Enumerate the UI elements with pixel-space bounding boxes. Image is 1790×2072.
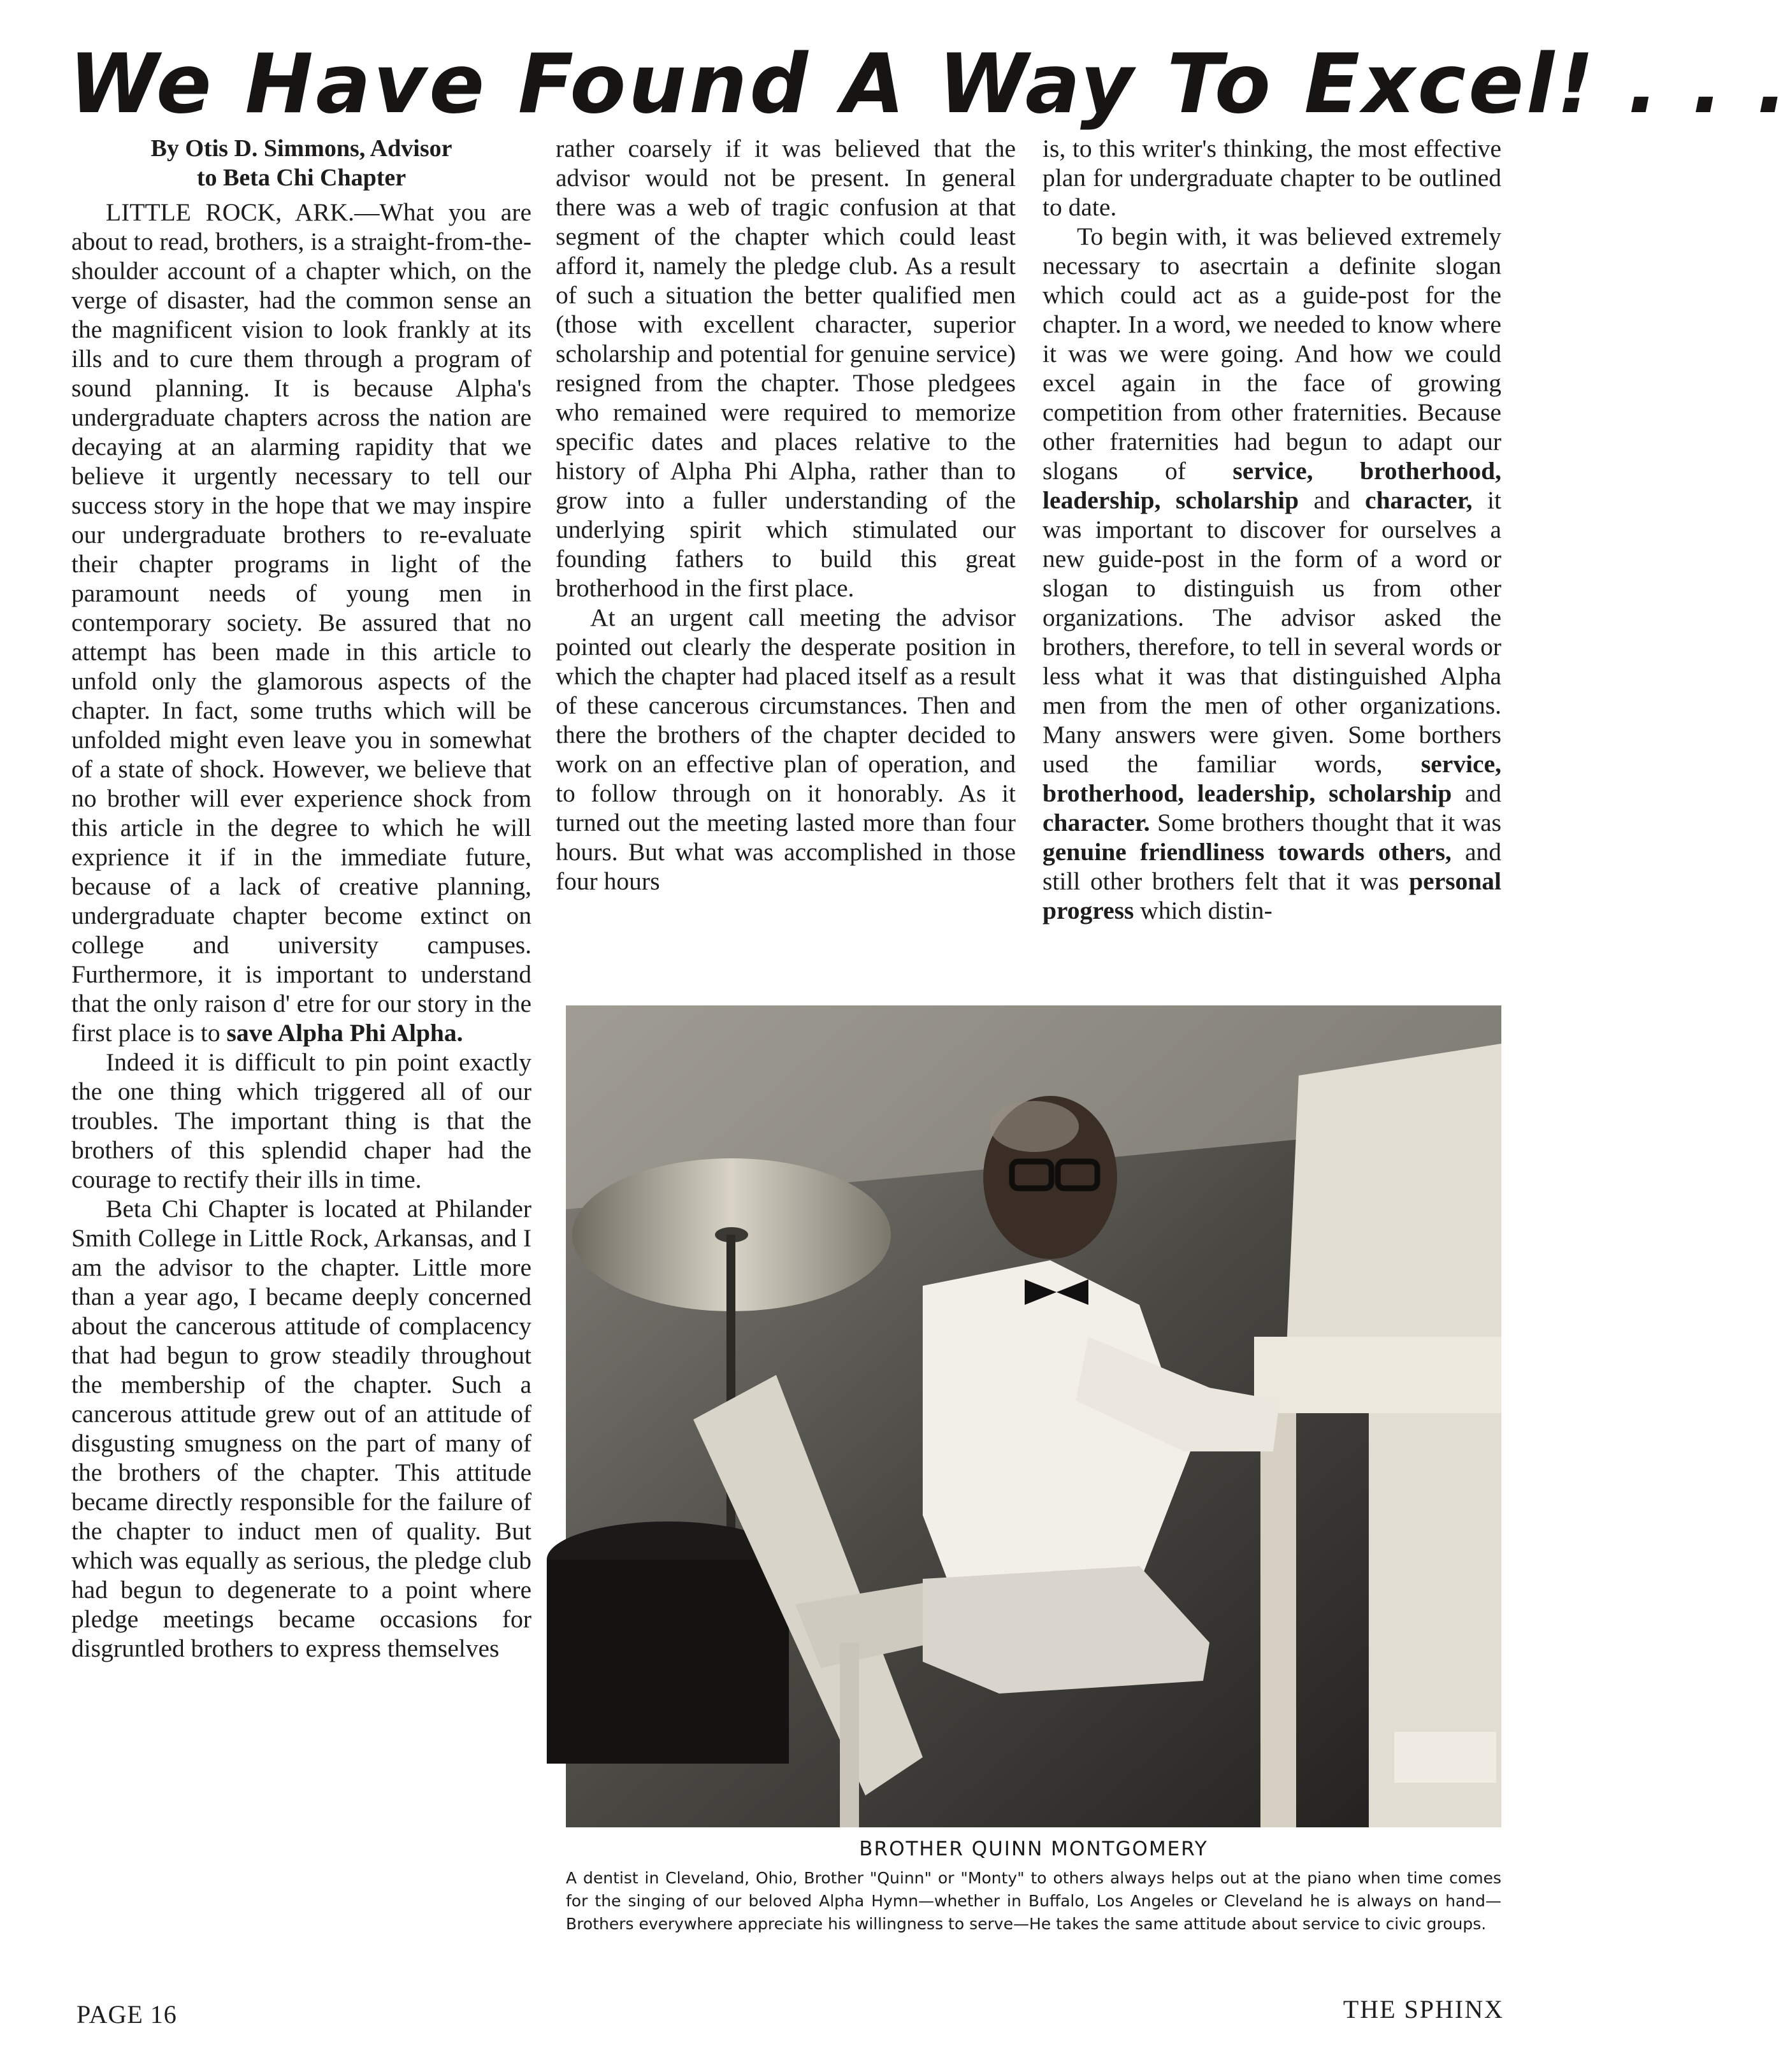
paragraph-text: and — [1299, 486, 1366, 514]
publication-name: THE SPHINX — [1343, 1995, 1504, 2024]
paragraph: Beta Chi Chapter is located at Philander Smith College in Little Rock, Arkansas, and I am the advisor to the chapter. Little more than a year ago, I became deeply concerned about the cancerous attitude of complacency that had begun to grow steadily throughout the membership of the chapter. Such a cancerous attitude grew out of an attitude of disgusting smugness on the part of many of the brothers of the chapter. This attitude became directly responsible for the failure of the chapter to induct men of quality. But which was equally as serious, the pledge club had begun to degenerate to a point where pledge meetings became occasions for disgruntled brothers to express themselves — [71, 1195, 531, 1662]
paragraph-text: Some brothers thought that it was — [1150, 809, 1501, 837]
byline-author: By Otis D. Simmons, Advisor — [150, 135, 452, 162]
headline: We Have Found A Way To Excel! . . . — [69, 37, 1790, 132]
pianist-photo — [566, 1005, 1501, 1827]
paragraph-text: LITTLE ROCK, ARK.—What you are about to read, brothers, is a straight-from-the-shoulder account of a chapter which, on the verge of disaster, had the common sense an the magnificent vision to look frankly at its ills and to cure them through a program of sound planning. It is because Alpha's undergraduate chapters across the nation are decaying at an alarming rapidity that we believe it urgently necessary to tell our success story in the hope that we may inspire our undergraduate brothers to re-evaluate their chapter programs in light of the paramount needs of young men in contemporary society. Be assured that no attempt has been made in this article to unfold only the glamorous aspects of the chapter. In fact, some truths which will be unfolded might even leave you in somewhat of a state of shock. However, we believe that no brother will ever experience shock from this article in the degree to which he will exprience it if in the immediate future, because of a lack of creative planning, undergraduate chapter become extinct on college and university campuses. Furthermore, it is important to understand that the only raison d' etre for our story in the first place is to — [71, 198, 531, 1047]
page-number: PAGE 16 — [76, 2000, 177, 2029]
paragraph: Indeed it is difficult to pin point exactly the one thing which triggered all of our troubles. The important thing is that the brothers of this splendid chaper had the courage to rectify their ills in time. — [71, 1048, 531, 1193]
bold-phrase: service, brotherhood, leadership, scholarship — [1043, 750, 1501, 807]
paragraph: is, to this writer's thinking, the most effective plan for undergraduate chapter to be outlined to date. — [1043, 134, 1501, 221]
byline-chapter: to Beta Chi Chapter — [196, 164, 407, 191]
photo-illustration — [566, 1005, 1501, 1827]
bold-phrase: personal progress — [1043, 867, 1501, 924]
caption-title: BROTHER QUINN MONTGOMERY — [859, 1838, 1208, 1860]
paragraph — [1043, 222, 1501, 925]
paragraph-text: and — [1452, 779, 1501, 807]
bold-phrase: character, — [1365, 486, 1473, 514]
article-column-2 — [556, 134, 1016, 896]
paragraph-text: it was important to discover for ourselves a new guide-post in the form of a word or slogan to distinguish us from other organizations. The advisor asked the brothers, therefore, to tell in several words or less what it was that distinguished Alpha men from the men of other organizations. Many answers were given. Some borthers used the familiar words, — [1043, 486, 1501, 778]
paragraph-text: and still other brothers felt that it was — [1043, 838, 1501, 895]
article-column-1 — [71, 134, 531, 1663]
bold-phrase: service, brotherhood, leadership, scholarship — [1043, 457, 1501, 514]
paragraph: At an urgent call meeting the advisor pointed out clearly the desperate position in which the chapter had placed itself as a result of these cancerous circumstances. Then and there the brothers of the chapter decided to work on an effective plan of operation, and to follow through on it honorably. As it turned out the meeting lasted more than four hours. But what was accomplished in those four hours — [556, 603, 1016, 895]
article-column-3 — [1043, 134, 1501, 925]
bold-phrase: character. — [1043, 809, 1150, 837]
bold-phrase: genuine friendliness towards others, — [1043, 838, 1452, 866]
paragraph — [71, 198, 531, 1047]
bold-phrase: save Alpha Phi Alpha. — [226, 1019, 463, 1047]
paragraph-text: To begin with, it was believed extremely necessary to asecrtain a definite slogan which could act as a guide-post for the chapter. In a word, we needed to know where it was we were going. And how we could excel again in the face of growing competition from other fraternities. Because other fraternities had begun to adapt our slogans of — [1043, 222, 1501, 485]
paragraph: rather coarsely if it was believed that the advisor would not be present. In general there was a web of tragic confusion at that segment of the chapter which could least afford it, namely the pledge club. As a result of such a situation the better qualified men (those with excellent character, superior scholarship and potential for genuine service) resigned from the chapter. Those pledgees who remained were required to memorize specific dates and places relative to the history of Alpha Phi Alpha, rather than to grow into a fuller understanding of the underlying spirit which stimulated our founding fathers to build this great brotherhood in the first place. — [556, 134, 1016, 602]
caption-text: A dentist in Cleveland, Ohio, Brother "Quinn" or "Monty" to others always helps out at the piano when time comes for the singing of our beloved Alpha Hymn—whether in Buffalo, Los Angeles or Cleveland he is always on hand—Brothers everywhere appreciate his willingness to serve—He takes the same attitude about service to civic groups. — [566, 1869, 1501, 1933]
byline — [71, 134, 531, 192]
paragraph-text: which distin- — [1134, 896, 1273, 924]
